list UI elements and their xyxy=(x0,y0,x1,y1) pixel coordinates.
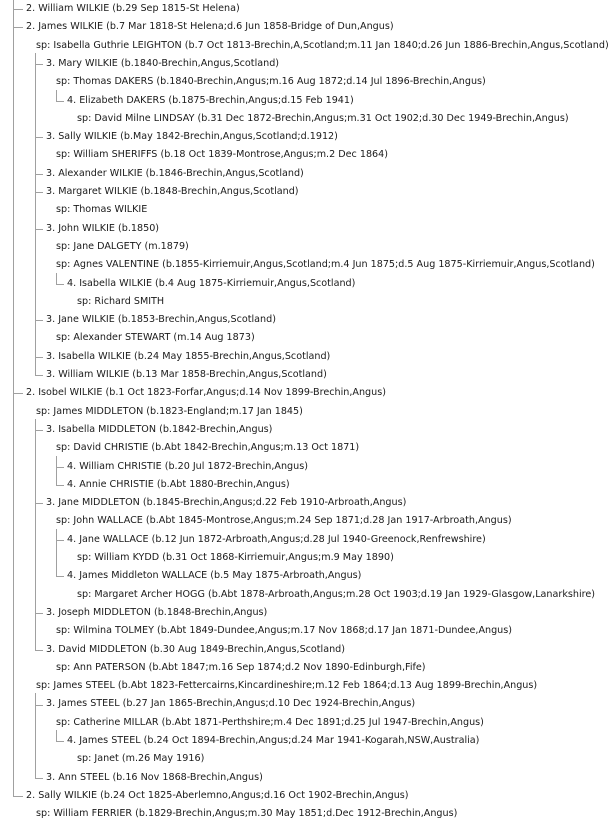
tree-connector xyxy=(35,430,43,431)
descendant-row: 3. Ann STEEL (b.16 Nov 1868-Brechin,Angus) xyxy=(46,771,263,783)
tree-connector xyxy=(56,456,57,485)
spouse-row: sp: Agnes VALENTINE (b.1855-Kirriemuir,Angus,Scotland;m.4 Jun 1875;d.5 Aug 1875-Kirriemuir,Angus,Scotland) xyxy=(56,259,595,271)
tree-connector xyxy=(56,540,64,541)
spouse-row: sp: Janet (m.26 May 1916) xyxy=(77,753,205,765)
spouse-row: sp: James MIDDLETON (b.1823-England;m.17 Jan 1845) xyxy=(36,405,303,417)
tree-connector xyxy=(35,320,43,321)
descendant-row: 3. John WILKIE (b.1850) xyxy=(46,222,160,234)
tree-connector xyxy=(35,419,36,650)
tree-connector xyxy=(13,796,23,797)
spouse-row: sp: Richard SMITH xyxy=(77,295,165,307)
spouse-row: sp: Margaret Archer HOGG (b.Abt 1878-Arbroath,Angus;m.28 Oct 1903;d.19 Jan 1929-Glasgow,Lanarkshire) xyxy=(77,588,596,600)
tree-connector xyxy=(56,529,57,577)
descendant-row: 4. Elizabeth DAKERS (b.1875-Brechin,Angus;d.15 Feb 1941) xyxy=(67,94,354,106)
tree-connector xyxy=(56,90,57,101)
descendant-row: 3. William WILKIE (b.13 Mar 1858-Brechin,Angus,Scotland) xyxy=(46,369,327,380)
descendant-row: 3. Sally WILKIE (b.May 1842-Brechin,Angus,Scotland;d.1912) xyxy=(46,131,338,143)
spouse-row: sp: Jane DALGETY (m.1879) xyxy=(56,240,189,252)
descendant-row: 3. David MIDDLETON (b.30 Aug 1849-Brechin,Angus,Scotland) xyxy=(46,643,346,655)
tree-connector xyxy=(35,53,36,375)
descendant-row: 3. Isabella WILKIE (b.24 May 1855-Brechin,Angus,Scotland) xyxy=(46,350,331,362)
spouse-row: sp: James STEEL (b.Abt 1823-Fettercairns,Kincardineshire;m.12 Feb 1864;d.13 Aug 1899-Brechin,Angus) xyxy=(36,680,538,692)
tree-connector xyxy=(13,0,14,796)
spouse-row: sp: Ann PATERSON (b.Abt 1847;m.16 Sep 1874;d.2 Nov 1890-Edinburgh,Fife) xyxy=(56,661,426,673)
tree-connector xyxy=(35,137,43,138)
tree-connector xyxy=(35,693,36,777)
tree-connector xyxy=(56,101,64,102)
tree-connector xyxy=(56,741,64,742)
spouse-row: sp: William KYDD (b.31 Oct 1868-Kirriemuir,Angus;m.9 May 1890) xyxy=(77,552,394,563)
tree-connector xyxy=(35,503,43,504)
descendant-row: 3. Alexander WILKIE (b.1846-Brechin,Angus,Scotland) xyxy=(46,167,304,179)
descendant-row: 4. Annie CHRISTIE (b.Abt 1880-Brechin,Angus) xyxy=(67,478,290,490)
spouse-row: sp: Catherine MILLAR (b.Abt 1871-Perthshire;m.4 Dec 1891;d.25 Jul 1947-Brechin,Angus) xyxy=(56,716,484,728)
tree-connector xyxy=(35,64,43,65)
descendant-row: 4. William CHRISTIE (b.20 Jul 1872-Brechin,Angus) xyxy=(67,460,308,472)
tree-connector xyxy=(35,174,43,175)
tree-connector xyxy=(35,229,43,230)
descendant-row: 3. Mary WILKIE (b.1840-Brechin,Angus,Scotland) xyxy=(46,57,280,69)
spouse-row: sp: Wilmina TOLMEY (b.Abt 1849-Dundee,Angus;m.17 Nov 1868;d.17 Jan 1871-Dundee,Angus) xyxy=(56,625,512,637)
tree-connector xyxy=(13,393,23,394)
descendant-row: 4. James STEEL (b.24 Oct 1894-Brechin,Angus;d.24 Mar 1941-Kogarah,NSW,Australia) xyxy=(67,735,480,746)
tree-connector xyxy=(35,778,43,779)
tree-connector xyxy=(56,576,64,577)
descendant-row: 2. Sally WILKIE (b.24 Oct 1825-Aberlemno,Angus;d.16 Oct 1902-Brechin,Angus) xyxy=(26,789,409,801)
tree-connector xyxy=(56,467,64,468)
tree-connector xyxy=(56,485,64,486)
spouse-row: sp: Thomas DAKERS (b.1840-Brechin,Angus;m.16 Aug 1872;d.14 Jul 1896-Brechin,Angus) xyxy=(56,76,486,88)
descendant-row: 3. Jane WILKIE (b.1853-Brechin,Angus,Scotland) xyxy=(46,314,276,326)
tree-connector xyxy=(35,375,43,376)
tree-connector xyxy=(35,192,43,193)
descendant-row: 2. William WILKIE (b.29 Sep 1815-St Helena) xyxy=(26,3,240,14)
spouse-row: sp: William SHERIFFS (b.18 Oct 1839-Montrose,Angus;m.2 Dec 1864) xyxy=(56,149,389,161)
spouse-row: sp: Alexander STEWART (m.14 Aug 1873) xyxy=(56,332,255,344)
tree-connector xyxy=(56,284,64,285)
tree-connector xyxy=(35,705,43,706)
spouse-row: sp: David Milne LINDSAY (b.31 Dec 1872-Brechin,Angus;m.31 Oct 1902;d.30 Dec 1949-Brechin,Angus) xyxy=(77,112,569,124)
tree-connector xyxy=(35,650,43,651)
descendant-row: 2. Isobel WILKIE (b.1 Oct 1823-Forfar,Angus;d.14 Nov 1899-Brechin,Angus) xyxy=(26,387,386,399)
descendant-row: 3. James STEEL (b.27 Jan 1865-Brechin,Angus;d.10 Dec 1924-Brechin,Angus) xyxy=(46,698,416,710)
descendant-row: 2. James WILKIE (b.7 Mar 1818-St Helena;d.6 Jun 1858-Bridge of Dun,Angus) xyxy=(26,21,394,33)
spouse-row: sp: Thomas WILKIE xyxy=(56,204,148,216)
tree-connector xyxy=(56,273,57,284)
descendant-row: 3. Isabella MIDDLETON (b.1842-Brechin,Angus) xyxy=(46,423,273,435)
spouse-row: sp: John WALLACE (b.Abt 1845-Montrose,Angus;m.24 Sep 1871;d.28 Jan 1917-Arbroath,Angus) xyxy=(56,515,512,527)
spouse-row: sp: William FERRIER (b.1829-Brechin,Angus;m.30 May 1851;d.Dec 1912-Brechin,Angus) xyxy=(36,808,458,820)
descendant-row: 4. Jane WALLACE (b.12 Jun 1872-Arbroath,Angus;d.28 Jul 1940-Greenock,Renfrewshire) xyxy=(67,533,486,545)
tree-connector xyxy=(13,27,23,28)
descendant-row: 4. Isabella WILKIE (b.4 Aug 1875-Kirriemuir,Angus,Scotland) xyxy=(67,277,356,289)
tree-connector xyxy=(56,730,57,741)
descendant-row: 3. Joseph MIDDLETON (b.1848-Brechin,Angus) xyxy=(46,606,268,618)
descendant-row: 4. James Middleton WALLACE (b.5 May 1875-Arbroath,Angus) xyxy=(67,570,362,582)
tree-connector xyxy=(35,357,43,358)
tree-connector xyxy=(13,9,23,10)
descendant-row: 3. Margaret WILKIE (b.1848-Brechin,Angus,Scotland) xyxy=(46,186,299,197)
spouse-row: sp: David CHRISTIE (b.Abt 1842-Brechin,Angus;m.13 Oct 1871) xyxy=(56,442,360,454)
descendant-row: 3. Jane MIDDLETON (b.1845-Brechin,Angus;d.22 Feb 1910-Arbroath,Angus) xyxy=(46,497,407,509)
tree-connector xyxy=(35,613,43,614)
spouse-row: sp: Isabella Guthrie LEIGHTON (b.7 Oct 1813-Brechin,A,Scotland;m.11 Jan 1840;d.26 Jun 1886-Brechin,Angus,Scotland) xyxy=(36,39,609,51)
